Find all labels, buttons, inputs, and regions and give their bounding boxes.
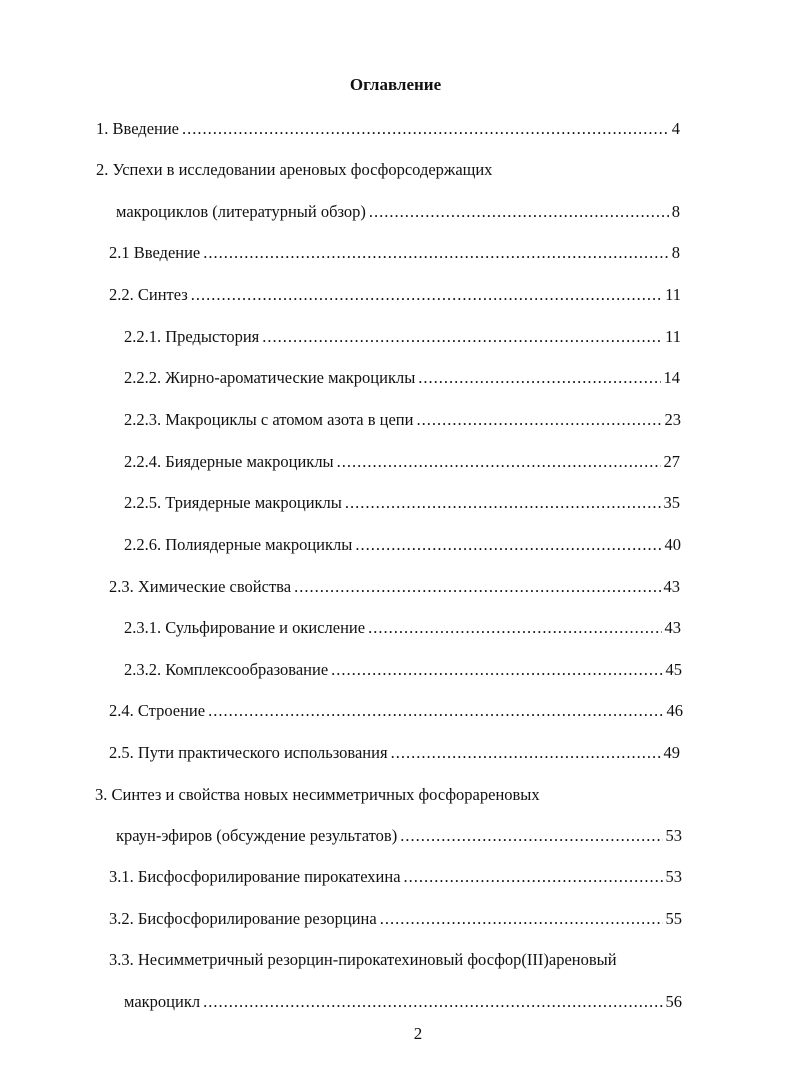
toc-entry xyxy=(124,535,681,555)
toc-entry xyxy=(124,452,680,472)
toc-entry-label: 2.4. Строение xyxy=(109,701,206,720)
dot-leader xyxy=(391,743,661,763)
dot-leader xyxy=(416,410,661,430)
dot-leader xyxy=(203,243,668,263)
dot-leader xyxy=(368,618,661,638)
toc-entry-label: 3.2. Бисфосфорилирование резорцина xyxy=(109,909,377,928)
dot-leader xyxy=(331,660,662,680)
toc-entry xyxy=(109,701,683,721)
toc-entry xyxy=(124,493,680,513)
toc-entry-label: 2.2.6. Полиядерные макроциклы xyxy=(124,535,353,554)
dot-leader xyxy=(418,368,660,388)
toc-entry-page: 53 xyxy=(665,826,682,845)
toc-entry-page: 43 xyxy=(663,577,680,596)
dot-leader xyxy=(203,992,662,1012)
toc-entry-label: 2.2.1. Предыстория xyxy=(124,327,260,346)
toc-entry-page: 8 xyxy=(671,243,680,262)
toc-entry xyxy=(124,327,681,347)
toc-entry xyxy=(109,285,681,305)
toc-entry xyxy=(96,119,680,139)
toc-entry-page: 49 xyxy=(663,743,680,762)
toc-entry-label: макроцикл xyxy=(124,992,201,1011)
dot-leader xyxy=(380,909,663,929)
dot-leader xyxy=(294,577,660,597)
toc-entry-label: 2.2.2. Жирно-ароматические макроциклы xyxy=(124,368,416,387)
toc-entry-page: 55 xyxy=(665,909,682,928)
dot-leader xyxy=(400,826,662,846)
toc-entry-page: 40 xyxy=(664,535,681,554)
toc-entry-page: 23 xyxy=(664,410,681,429)
dot-leader xyxy=(262,327,662,347)
toc-entry-page: 56 xyxy=(665,992,682,1011)
dot-leader xyxy=(191,285,662,305)
toc-entry-label: 1. Введение xyxy=(96,119,180,138)
toc-entry-label: 2.1 Введение xyxy=(109,243,201,262)
toc-entry-label: 2.3.2. Комплексообразование xyxy=(124,660,329,679)
dot-leader xyxy=(355,535,661,555)
toc-entry-page: 11 xyxy=(665,285,681,304)
toc-entry xyxy=(124,368,680,388)
toc-entry xyxy=(116,202,680,222)
page-number: 2 xyxy=(413,1024,423,1043)
toc-entry-page: 53 xyxy=(665,867,682,886)
toc-entry-page: 46 xyxy=(666,701,683,720)
page-title: Оглавление xyxy=(349,75,442,94)
toc-entry-label: 2.2.3. Макроциклы с атомом азота в цепи xyxy=(124,410,414,429)
dot-leader xyxy=(208,701,663,721)
toc-entry-label: 3. Синтез и свойства новых несимметричных фосфорареновых xyxy=(95,785,540,804)
toc-entry-label: 2.5. Пути практического использования xyxy=(109,743,388,762)
toc-entry-page: 27 xyxy=(663,452,680,471)
toc-entry-page: 11 xyxy=(665,327,681,346)
toc-entry-label: 2.2.5. Триядерные макроциклы xyxy=(124,493,342,512)
dot-leader xyxy=(404,867,663,887)
toc-entry-label: 2.3.1. Сульфирование и окисление xyxy=(124,618,366,637)
toc-entry-label: 2. Успехи в исследовании ареновых фосфорсодержащих xyxy=(96,160,493,179)
toc-entry xyxy=(109,743,680,763)
toc-entry-label: краун-эфиров (обсуждение результатов) xyxy=(116,826,398,845)
toc-entry xyxy=(124,410,681,430)
toc-entry xyxy=(124,660,682,680)
dot-leader xyxy=(337,452,661,472)
toc-entry-label: 2.2. Синтез xyxy=(109,285,188,304)
toc-entry-page: 8 xyxy=(671,202,680,221)
toc-entry-label: 2.2.4. Биядерные макроциклы xyxy=(124,452,334,471)
toc-entry xyxy=(109,243,680,263)
toc-entry xyxy=(124,618,681,638)
dot-leader xyxy=(182,119,669,139)
dot-leader xyxy=(345,493,661,513)
toc-entry-label: 3.1. Бисфосфорилирование пирокатехина xyxy=(109,867,401,886)
dot-leader xyxy=(369,202,669,222)
toc-entry-page: 45 xyxy=(665,660,682,679)
toc-entry xyxy=(109,909,682,929)
toc-entry-label: 2.3. Химические свойства xyxy=(109,577,292,596)
toc-entry-page: 43 xyxy=(664,618,681,637)
toc-entry xyxy=(109,867,682,887)
toc-entry-label: 3.3. Несимметричный резорцин-пирокатехиновый фосфор(III)ареновый xyxy=(109,950,617,969)
toc-entry xyxy=(116,826,682,846)
toc-entry-page: 35 xyxy=(663,493,680,512)
toc-entry-page: 14 xyxy=(663,368,680,387)
toc-entry xyxy=(109,577,680,597)
toc-entry xyxy=(124,992,682,1012)
toc-entry-page: 4 xyxy=(671,119,680,138)
toc-entry-label: макроциклов (литературный обзор) xyxy=(116,202,366,221)
